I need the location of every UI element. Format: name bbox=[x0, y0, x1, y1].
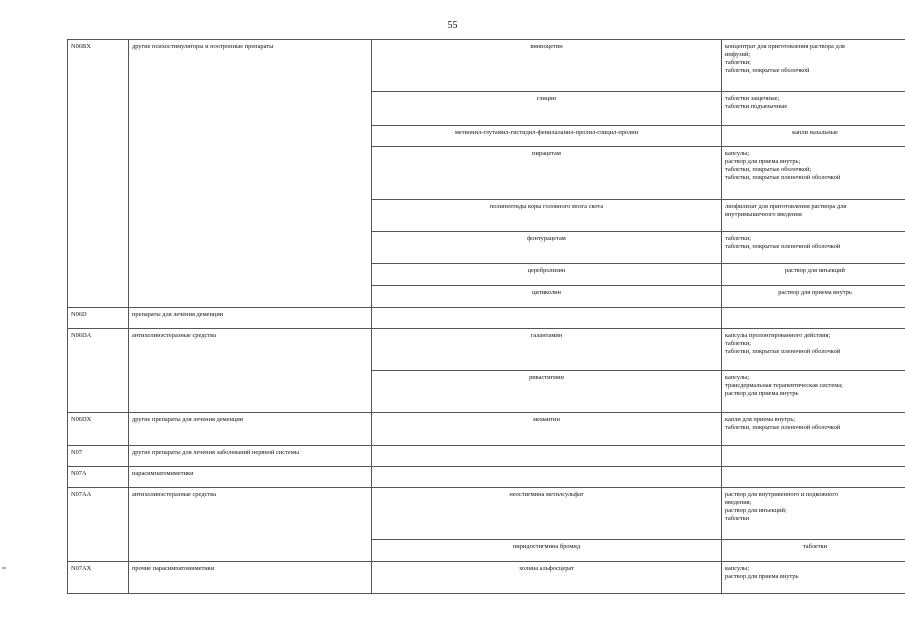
atc-group-name: парасимпатомиметики bbox=[129, 467, 372, 488]
drug-name: метионил-глутамил-гистидил-фенилаланил-пролил-глицил-пролин bbox=[372, 126, 722, 147]
dosage-forms bbox=[722, 200, 905, 232]
drug-name bbox=[372, 308, 722, 329]
atc-group-name: другие препараты для лечения деменции bbox=[129, 413, 372, 446]
drug-name: пирацетам bbox=[372, 147, 722, 200]
drug-name: пиридостигмина бромид bbox=[372, 540, 722, 562]
table-row bbox=[68, 329, 905, 371]
dosage-form-line: таблетки, покрытые оболочкой; bbox=[725, 166, 812, 173]
atc-code: N07AX bbox=[68, 562, 129, 594]
atc-group-name: прочие парасимпатомиметики bbox=[129, 562, 372, 594]
dosage-form-line: раствор для приема внутрь; bbox=[725, 158, 801, 165]
dosage-form-line: раствор для инъекций bbox=[785, 267, 845, 274]
dosage-forms bbox=[722, 264, 905, 286]
drug-table bbox=[67, 39, 905, 594]
dosage-form-line: капли назальные bbox=[792, 129, 838, 136]
atc-group-name: препараты для лечения деменции bbox=[129, 308, 372, 329]
dosage-forms bbox=[722, 232, 905, 264]
dosage-form-line: таблетки bbox=[725, 515, 750, 522]
drug-name: церебролизин bbox=[372, 264, 722, 286]
dosage-form-line: введения; bbox=[725, 499, 752, 506]
table-row bbox=[68, 562, 905, 594]
atc-code: N06DX bbox=[68, 413, 129, 446]
dosage-forms bbox=[722, 126, 905, 147]
drug-name: полипептиды коры головного мозга скота bbox=[372, 200, 722, 232]
dosage-forms bbox=[722, 286, 905, 308]
dosage-form-line: капсулы; bbox=[725, 150, 750, 157]
table-row bbox=[68, 488, 905, 540]
dosage-forms bbox=[722, 147, 905, 200]
dosage-forms bbox=[722, 308, 905, 329]
dosage-forms bbox=[722, 371, 905, 413]
dosage-form-line: таблетки, покрытые пленочной оболочкой bbox=[725, 348, 841, 355]
dosage-form-line: раствор для внутривенного и подкожного bbox=[725, 491, 839, 498]
drug-name: цитиколин bbox=[372, 286, 722, 308]
table-row bbox=[68, 308, 905, 329]
page-number: 55 bbox=[447, 20, 458, 31]
dosage-form-line: капли для приема внутрь; bbox=[725, 416, 796, 423]
dosage-forms bbox=[722, 488, 905, 540]
dosage-forms bbox=[722, 467, 905, 488]
dosage-form-line: таблетки защечные; bbox=[725, 95, 780, 102]
dosage-forms bbox=[722, 446, 905, 467]
table-row bbox=[68, 446, 905, 467]
drug-name bbox=[372, 446, 722, 467]
dosage-forms bbox=[722, 329, 905, 371]
atc-code: N07AA bbox=[68, 488, 129, 562]
dosage-form-line: концентрат для приготовления раствора для bbox=[725, 43, 845, 50]
atc-group-name: другие психостимуляторы и ноотропные препараты bbox=[129, 40, 372, 308]
dosage-form-line: таблетки; bbox=[725, 340, 751, 347]
drug-name: ривастигмин bbox=[372, 371, 722, 413]
atc-group-name: антихолинэстеразные средства bbox=[129, 488, 372, 562]
atc-group-name: другие препараты для лечения заболеваний нервной системы bbox=[129, 446, 372, 467]
drug-name: винпоцетин bbox=[372, 40, 722, 92]
atc-group-name: антихолинэстеразные средства bbox=[129, 329, 372, 413]
drug-name: неостигмина метилсульфат bbox=[372, 488, 722, 540]
dosage-form-line: капсулы; bbox=[725, 374, 750, 381]
dosage-form-line: таблетки; bbox=[725, 59, 751, 66]
dosage-form-line: таблетки, покрытые пленочной оболочкой bbox=[725, 424, 841, 431]
atc-code: N06BX bbox=[68, 40, 129, 308]
dosage-form-line: таблетки, покрытые оболочкой bbox=[725, 67, 810, 74]
dosage-form-line: инфузий; bbox=[725, 51, 751, 58]
table-row bbox=[68, 467, 905, 488]
dosage-form-line: таблетки, покрытые пленочной оболочкой bbox=[725, 243, 841, 250]
table-row bbox=[68, 40, 905, 92]
dosage-form-line: таблетки bbox=[802, 543, 828, 550]
table-row bbox=[68, 413, 905, 446]
dosage-form-line: таблетки, покрытые пленочной оболочкой bbox=[725, 174, 841, 181]
dosage-forms bbox=[722, 40, 905, 92]
atc-code: N07A bbox=[68, 467, 129, 488]
dosage-form-line: таблетки; bbox=[725, 235, 751, 242]
margin-mark: ═ bbox=[2, 566, 7, 572]
dosage-form-line: таблетки подъязычные bbox=[725, 103, 788, 110]
drug-name bbox=[372, 467, 722, 488]
dosage-form-line: капсулы; bbox=[725, 565, 750, 572]
drug-name: холина альфосцерат bbox=[372, 562, 722, 594]
dosage-forms bbox=[722, 92, 905, 126]
atc-code: N07 bbox=[68, 446, 129, 467]
drug-name: мемантин bbox=[372, 413, 722, 446]
dosage-form-line: трансдермальная терапевтическая система; bbox=[725, 382, 843, 389]
dosage-form-line: лиофилизат для приготовления раствора для bbox=[725, 203, 847, 210]
dosage-form-line: капсулы пролонгированного действия; bbox=[725, 332, 831, 339]
drug-name: галантамин bbox=[372, 329, 722, 371]
atc-code: N06DA bbox=[68, 329, 129, 413]
dosage-form-line: внутримышечного введения bbox=[725, 211, 802, 218]
dosage-forms bbox=[722, 540, 905, 562]
dosage-form-line: раствор для приема внутрь bbox=[778, 289, 852, 296]
drug-name: глицин bbox=[372, 92, 722, 126]
dosage-forms bbox=[722, 413, 905, 446]
atc-code: N06D bbox=[68, 308, 129, 329]
dosage-form-line: раствор для инъекций; bbox=[725, 507, 787, 514]
dosage-form-line: раствор для приема внутрь bbox=[725, 390, 799, 397]
dosage-form-line: раствор для приема внутрь bbox=[725, 573, 799, 580]
drug-name: фонтурацетам bbox=[372, 232, 722, 264]
dosage-forms bbox=[722, 562, 905, 594]
